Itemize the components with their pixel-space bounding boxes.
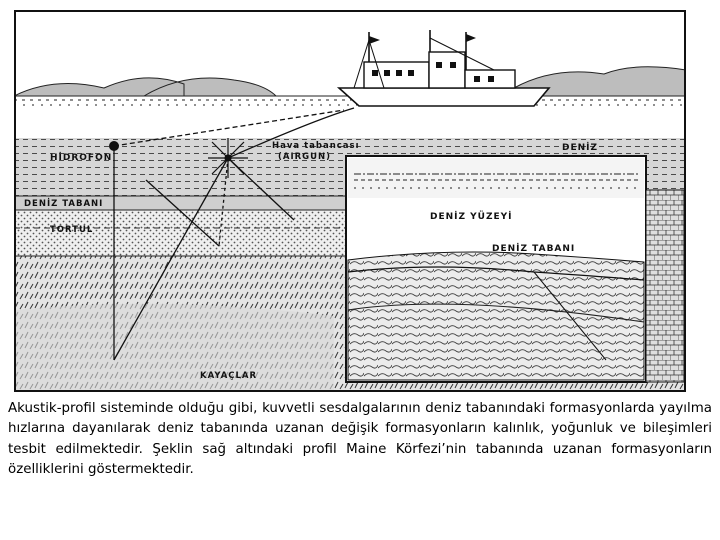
hydrophone-label: HİDROFON bbox=[50, 153, 113, 163]
edge-column bbox=[646, 190, 684, 382]
sea-label: DENİZ bbox=[562, 143, 599, 153]
airgun-burst-icon bbox=[208, 138, 248, 178]
figure-caption: Akustik-profil sisteminde olduğu gibi, kuvvetli sesdalgalarının deniz tabanındaki formasyonlarda yayılma hızlarına dayanılarak deniz tabanında uzanan değişik formasyonların kalınlık, yoğunluk ve bileşimleri tesbit edilmektedir. Şeklin sağ altındaki profil Maine Körfezi’nin tabanında uzanan formasyonların özelliklerini göstermektedir. bbox=[8, 401, 712, 478]
inset-sea-surface-label: DENİZ YÜZEYİ bbox=[430, 212, 513, 222]
hydrophone-icon bbox=[109, 141, 119, 151]
airgun-label-line2: (AIRGUN) bbox=[278, 152, 332, 162]
sediment-label: TORTUL bbox=[50, 225, 94, 235]
airgun-label-line1: Hava tabancası bbox=[272, 141, 360, 151]
rocks-label: KAYAÇLAR bbox=[200, 371, 258, 381]
inset-profile bbox=[346, 156, 646, 382]
seafloor-label: DENİZ TABANI bbox=[24, 199, 104, 209]
acoustic-profile-illustration bbox=[14, 10, 686, 392]
inset-seafloor-label: DENİZ TABANI bbox=[492, 244, 576, 254]
